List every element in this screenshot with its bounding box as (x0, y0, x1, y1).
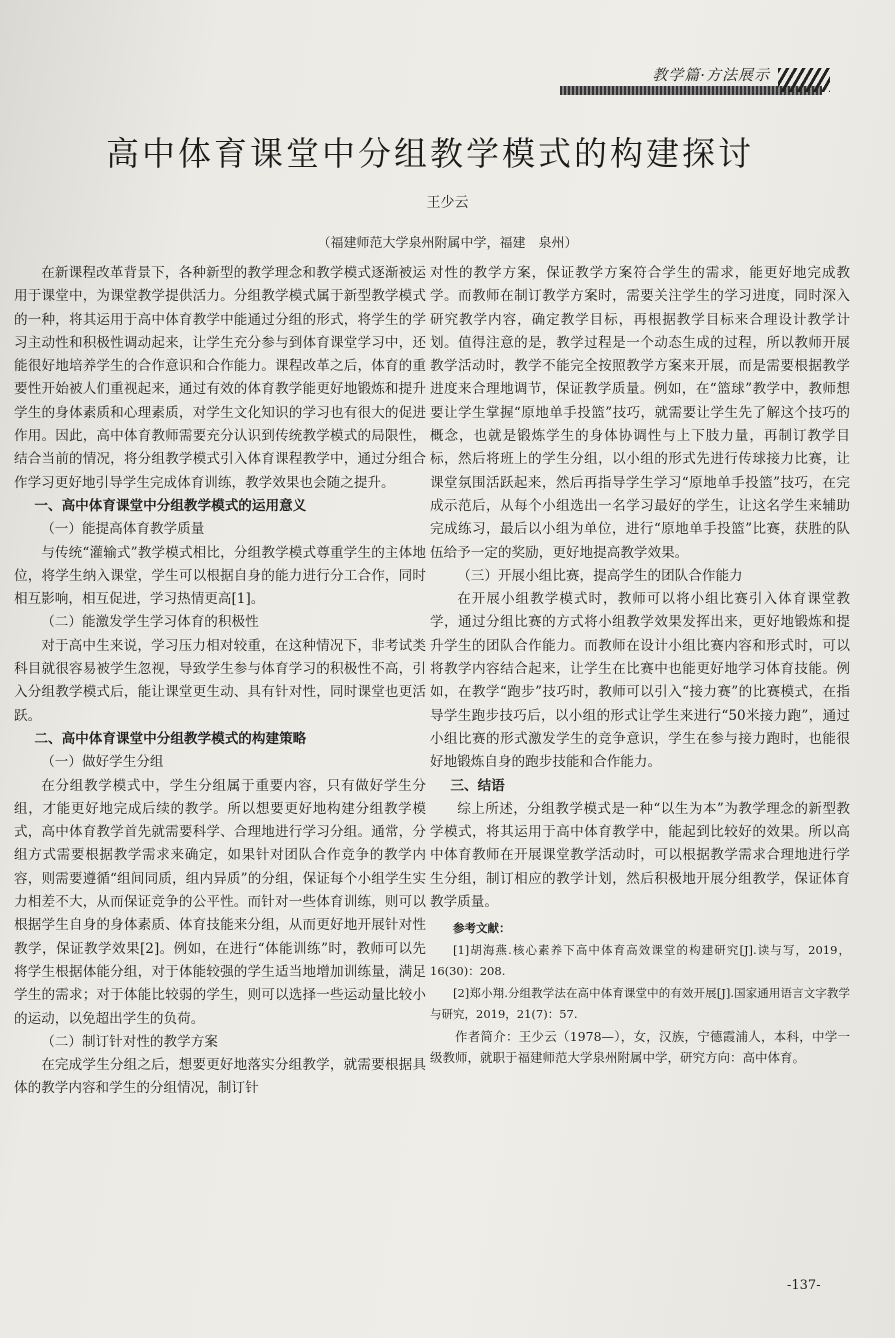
conclusion-paragraph: 综上所述，分组教学模式是一种“以生为本”为教学理念的新型教学模式，将其运用于高中体育教学中，能起到比较好的效果。所以高中体育教师在开展课堂教学活动时，可以根据教学需求合理地进行学生分组，制订相应的教学计划，然后积极地开展分组教学，保证体育教学质量。 (430, 800, 850, 911)
references-heading: 参考文献： (453, 921, 511, 936)
author-name: 王少云 (426, 195, 469, 211)
header-stripes-icon (778, 68, 830, 92)
paragraph-2-1: 在分组教学模式中，学生分组属于重要内容，只有做好学生分组，才能更好地完成后续的教学。所以想要更好地构建分组教学模式，高中体育教学首先就需要科学、合理地进行学习分组。通常，分组方式需要根据教学需求来确定，如果针对团队合作竞争的教学内容，则需要遵循“组间同质，组内异质”的分组，保证每个小组学生实力相差不大，从而保证竞争的公平性。而针对一些体育训练，则可以根据学生自身的身体素质、体育技能来分组，从而更好地开展针对性教学，保证教学效果[2]。例如，在进行“体能训练”时，教师可以先将学生根据体能分组，对于体能较强的学生适当地增加训练量，满足学生的需求；对于体能比较弱的学生，则可以选择一些运动量比较小的运动，以免超出学生的负荷。 (14, 777, 426, 1027)
subsection-heading-2-2: （二）制订针对性的教学方案 (41, 1033, 218, 1050)
paragraph-1-2: 对于高中生来说，学习压力相对较重，在这种情况下，非考试类科目就很容易被学生忽视，导致学生参与体育学习的积极性不高，引入分组教学模式后，能让课堂更生动、具有针对性，同时课堂也更活跃。 (14, 637, 426, 724)
reference-2: [2]郑小翔.分组教学法在高中体育课堂中的有效开展[J].国家通用语言文字教学与研究，2019，21(7)：57. (430, 985, 850, 1022)
header-label: 教学篇·方法展示 (652, 66, 770, 84)
subsection-heading-1-1: （一）能提高体育教学质量 (41, 521, 205, 538)
left-column (14, 262, 426, 1101)
intro-paragraph: 在新课程改革背景下，各种新型的教学理念和教学模式逐渐被运用于课堂中，为课堂教学提供活力。分组教学模式属于新型教学模式的一种，将其运用于高中体育教学中能通过分组的形式，将学生的学习主动性和积极性调动起来，让学生充分参与到体育课堂学习中，还能很好地培养学生的合作意识和合作能力。课程改革之后，体育的重要性开始被人们重视起来，通过有效的体育教学能更好地锻炼和提升学生的身体素质和心理素质，对学生文化知识的学习也有很大的促进作用。因此，高中体育教师需要充分认识到传统教学模式的局限性，结合当前的情况，将分组教学模式引入体育课程教学中，通过分组合作学习更好地引导学生完成体育训练，教学效果也会随之提升。 (14, 265, 426, 491)
right-column (430, 262, 850, 1068)
section-heading-1: 一、高中体育课堂中分组教学模式的运用意义 (34, 497, 307, 514)
section-heading-3: 三、结语 (450, 777, 505, 794)
page-number: -137- (787, 1278, 821, 1293)
subsection-heading-2-1: （一）做好学生分组 (41, 754, 164, 771)
author-affiliation: （福建师范大学泉州附属中学，福建 泉州） (317, 236, 578, 251)
paragraph-2-2-continued: 对性的教学方案，保证教学方案符合学生的需求，能更好地完成教学。而教师在制订教学方案时，需要关注学生的学习进度，同时深入研究教学内容，确定教学目标，再根据教学目标来合理设计教学计划。值得注意的是，教学过程是一个动态生成的过程，所以教师开展教学活动时，教学不能完全按照教学方案来开展，而是需要根据教学进度来合理地调节，保证教学质量。例如，在“篮球”教学中，教师想要让学生掌握“原地单手投篮”技巧，就需要让学生先了解这个技巧的概念，也就是锻炼学生的身体协调性与上下肢力量，再制订教学目标，然后将班上的学生分组，以小组的形式先进行传球接力比赛，让课堂氛围活跃起来，然后再指导学生学习“原地单手投篮”技巧，在完成示范后，从每个小组选出一名学习最好的学生，让这名学生来辅助完成练习，最后以小组为单位，进行“原地单手投篮”比赛，获胜的队伍给予一定的奖励，更好地提高教学效果。 (430, 265, 850, 561)
subsection-heading-1-2: （二）能激发学生学习体育的积极性 (41, 614, 259, 631)
running-header (560, 64, 830, 96)
paragraph-2-3: 在开展小组教学模式时，教师可以将小组比赛引入体育课堂教学，通过分组比赛的方式将小组教学效果发挥出来，更好地锻炼和提升学生的团队合作能力。而教师在设计小组比赛内容和形式时，可以将教学内容结合起来，让学生在比赛中也能更好地学习体育技能。例如，在教学“跑步”技巧时，教师可以引入“接力赛”的比赛模式，在指导学生跑步技巧后，以小组的形式让学生来进行“50米接力跑”，通过小组比赛的形式激发学生的竞争意识，学生在参与接力跑时，也能很好地锻炼自身的跑步技能和合作能力。 (430, 591, 850, 771)
references (430, 918, 850, 1026)
article-title: 高中体育课堂中分组教学模式的构建探讨 (106, 134, 754, 173)
paragraph-1-1: 与传统“灌输式”教学模式相比，分组教学模式尊重学生的主体地位，将学生纳入课堂，学生可以根据自身的能力进行分工合作，同时相互影响，相互促进，学习热情更高[1]。 (14, 544, 426, 608)
section-heading-2: 二、高中体育课堂中分组教学模式的构建策略 (34, 730, 307, 747)
reference-1: [1]胡海燕.核心素养下高中体育高效课堂的构建研究[J].读与写，2019，16(30)：208. (430, 942, 850, 979)
author-bio: 作者简介：王少云（1978—），女，汉族，宁德霞浦人，本科，中学一级教师，就职于福建师范大学泉州附属中学，研究方向：高中体育。 (430, 1028, 850, 1065)
subsection-heading-2-3: （三）开展小组比赛，提高学生的团队合作能力 (457, 567, 743, 584)
paragraph-2-2: 在完成学生分组之后，想要更好地落实分组教学，就需要根据具体的教学内容和学生的分组情况，制订针 (14, 1057, 426, 1097)
